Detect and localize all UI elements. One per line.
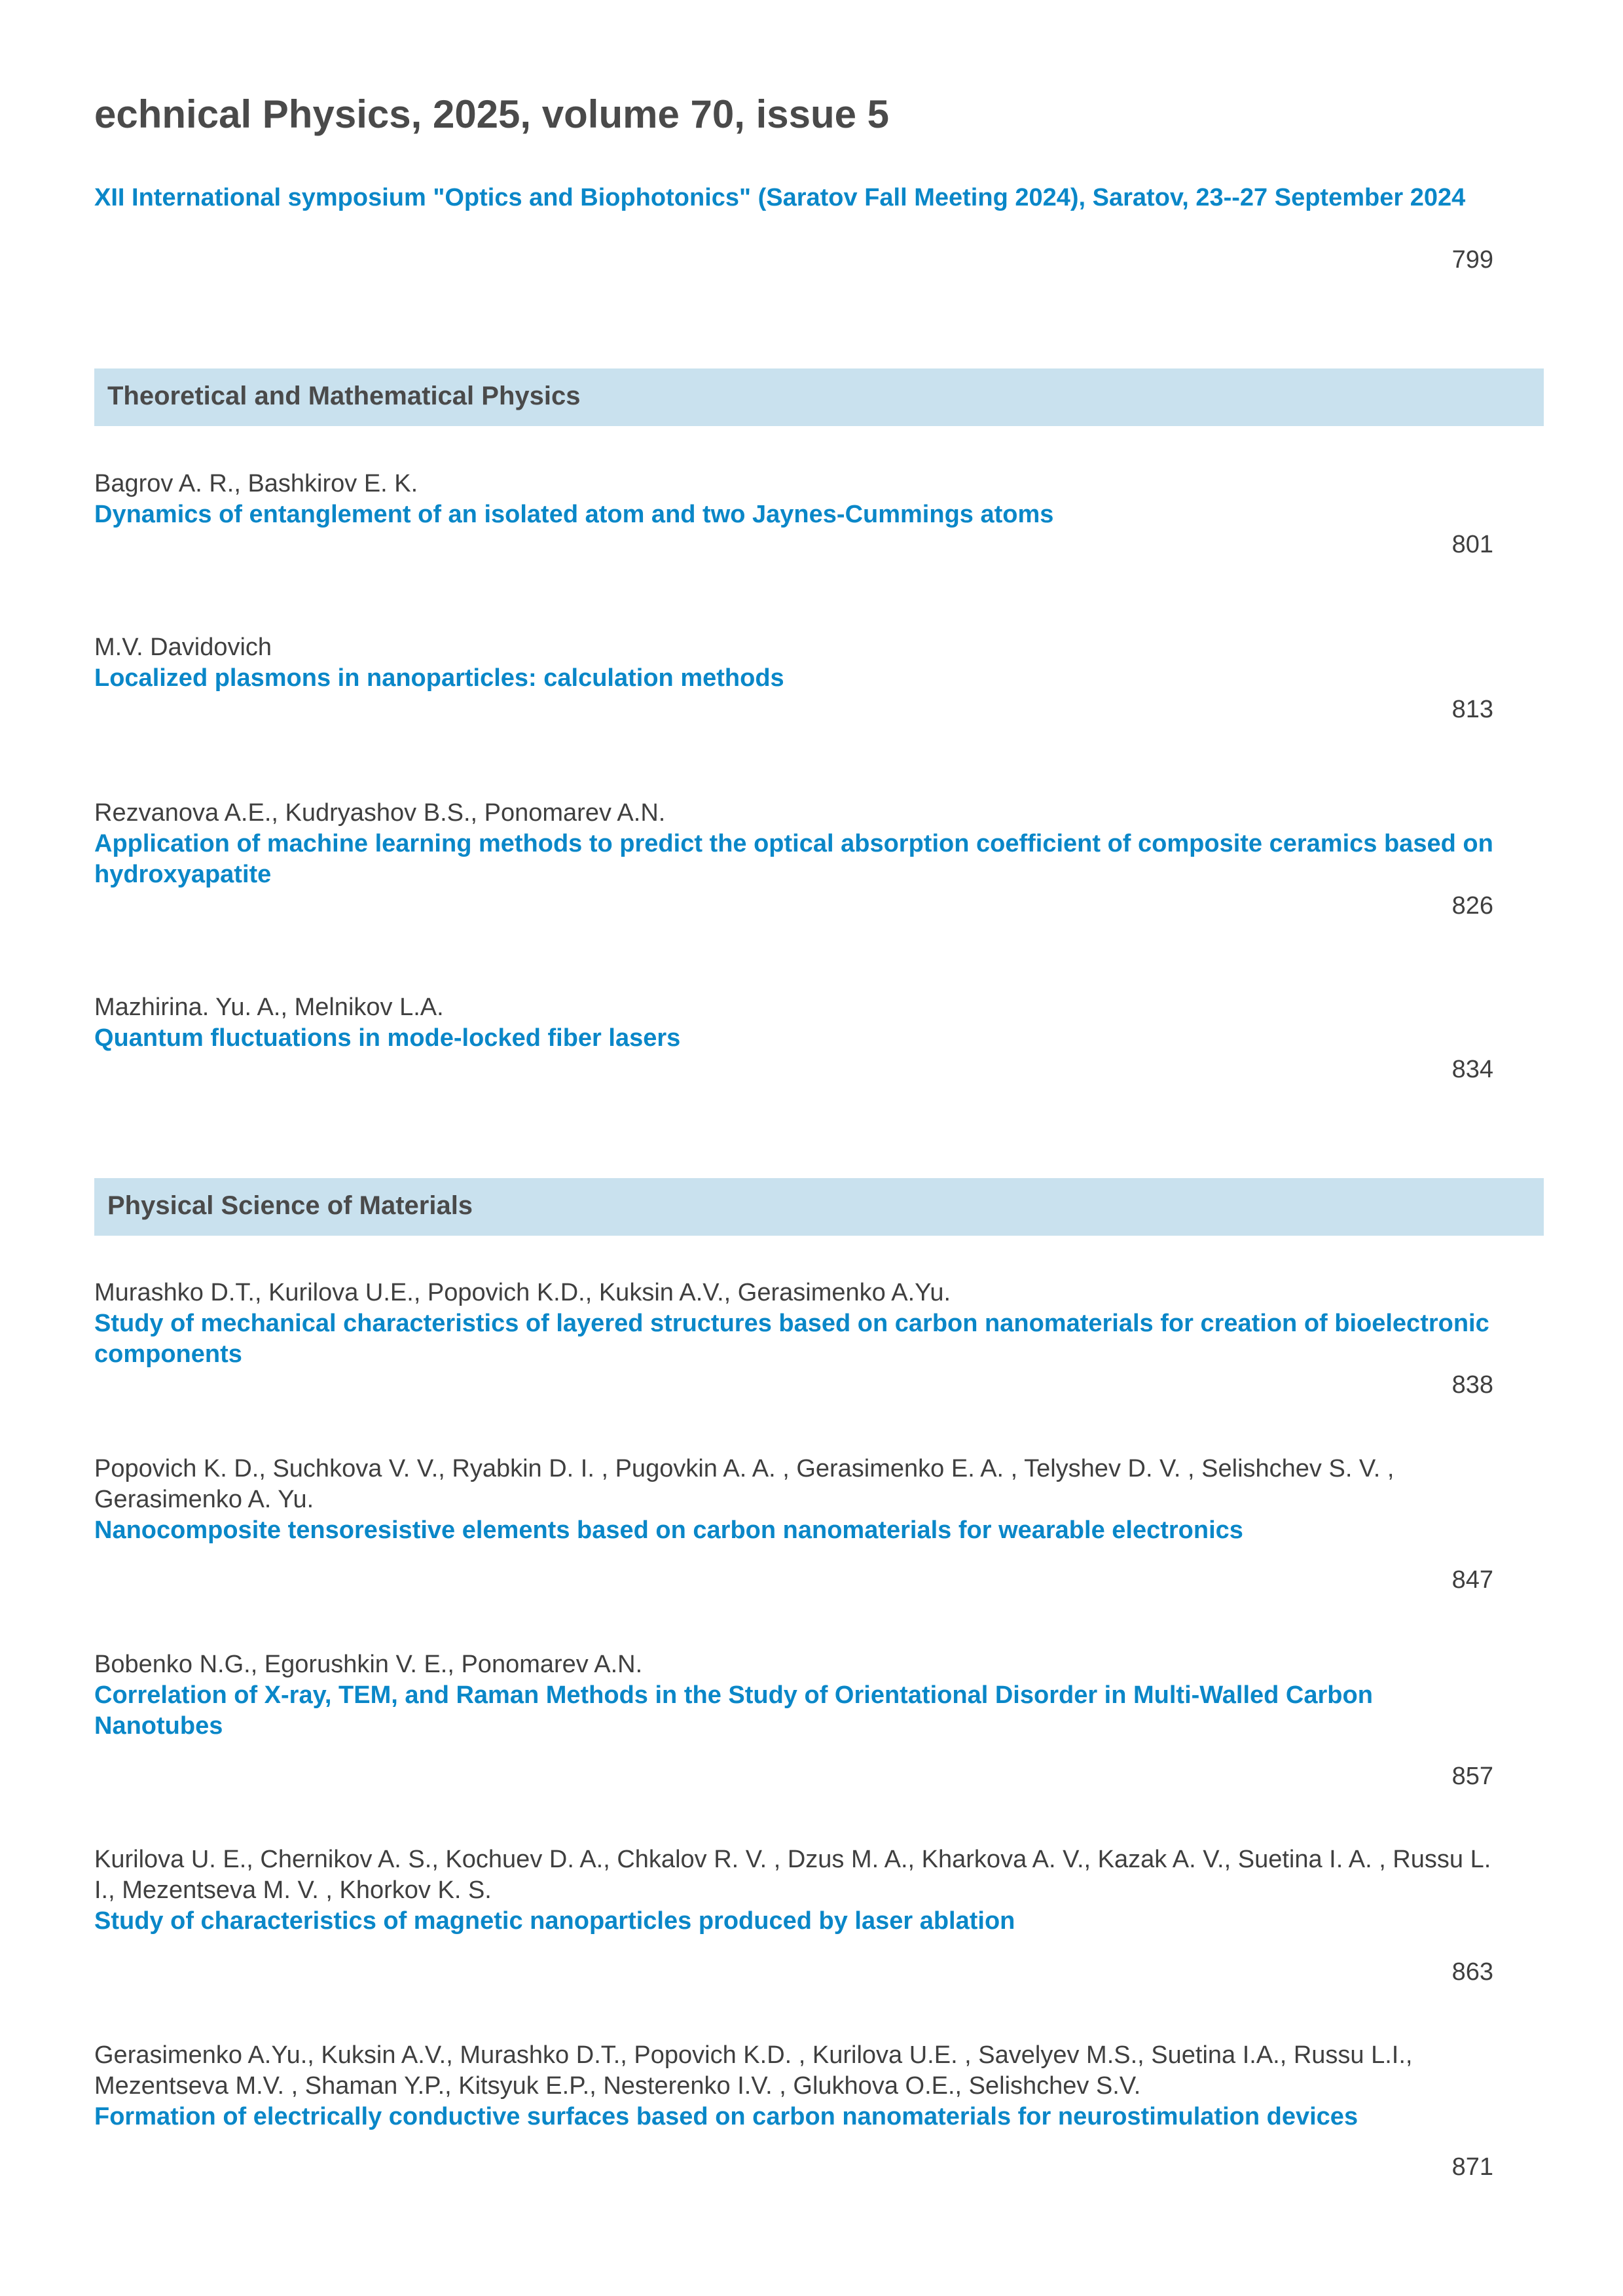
page-number: 801 [1451, 531, 1493, 558]
page-number: 871 [1451, 2153, 1493, 2181]
toc-entry [94, 632, 1502, 694]
toc-entry [94, 2040, 1502, 2132]
section-header [94, 1178, 1544, 1236]
page-number: 863 [1451, 1958, 1493, 1986]
article-title-link[interactable]: Quantum fluctuations in mode-locked fiber lasers [94, 1024, 681, 1052]
page-number: 847 [1451, 1566, 1493, 1594]
page-number: 834 [1451, 1056, 1493, 1083]
article-title-link[interactable]: XII International symposium "Optics and Biophotonics" (Saratov Fall Meeting 2024), Saratov, 23--27 September 2024 [94, 184, 1466, 211]
article-title-link[interactable]: Localized plasmons in nanoparticles: calculation methods [94, 664, 784, 692]
article-authors: Gerasimenko A.Yu., Kuksin A.V., Murashko D.T., Popovich K.D. , Kurilova U.E. , Savelyev M.S., Suetina I.A., Russu L.I., Mezentseva M.V. , Shaman Y.P., Kitsyuk E.P., Nesterenko I.V. , Glukhova O.E., Selishchev S.V. [94, 2041, 1413, 2100]
article-authors: Bobenko N.G., Egorushkin V. E., Ponomarev A.N. [94, 1651, 643, 1678]
toc-entry [94, 798, 1502, 890]
article-authors: Bagrov A. R., Bashkirov E. K. [94, 470, 418, 497]
article-title-link[interactable]: Dynamics of entanglement of an isolated atom and two Jaynes-Cummings atoms [94, 501, 1054, 528]
article-authors: Mazhirina. Yu. A., Melnikov L.A. [94, 994, 444, 1021]
article-title-link[interactable]: Formation of electrically conductive surfaces based on carbon nanomaterials for neurostimulation devices [94, 2103, 1359, 2130]
section-label: Theoretical and Mathematical Physics [107, 382, 581, 410]
toc-entry [94, 1649, 1502, 1742]
toc-entry [94, 992, 1502, 1054]
article-authors: Rezvanova A.E., Kudryashov B.S., Ponomarev A.N. [94, 799, 666, 827]
article-title-link[interactable]: Correlation of X-ray, TEM, and Raman Methods in the Study of Orientational Disorder in Multi-Walled Carbon Nanotubes [94, 1681, 1373, 1740]
article-title-link[interactable]: Study of mechanical characteristics of layered structures based on carbon nanomaterials for creation of bioelectronic components [94, 1310, 1489, 1368]
toc-entry [94, 1278, 1502, 1370]
page-number: 838 [1451, 1371, 1493, 1399]
section-header [94, 368, 1544, 426]
article-authors: Popovich K. D., Suchkova V. V., Ryabkin D. I. , Pugovkin A. A. , Gerasimenko E. A. , Telyshev D. V. , Selishchev S. V. , Gerasimenko A. Yu. [94, 1455, 1395, 1513]
page-number: 857 [1451, 1763, 1493, 1790]
article-title-link[interactable]: Study of characteristics of magnetic nanoparticles produced by laser ablation [94, 1907, 1015, 1935]
article-authors: Murashko D.T., Kurilova U.E., Popovich K.D., Kuksin A.V., Gerasimenko A.Yu. [94, 1279, 951, 1306]
toc-entry [94, 1844, 1502, 1937]
page-number: 826 [1451, 892, 1493, 920]
article-title-link[interactable]: Nanocomposite tensoresistive elements based on carbon nanomaterials for wearable electronics [94, 1516, 1243, 1544]
article-title-link[interactable]: Application of machine learning methods to predict the optical absorption coefficient of composite ceramics based on hydroxyapatite [94, 830, 1493, 888]
page-number: 799 [1451, 246, 1493, 274]
page-number: 813 [1451, 696, 1493, 723]
section-label: Physical Science of Materials [107, 1191, 473, 1220]
intro-entry [94, 183, 1502, 213]
journal-issue-title: echnical Physics, 2025, volume 70, issue 5 [94, 92, 890, 136]
article-authors: Kurilova U. E., Chernikov A. S., Kochuev D. A., Chkalov R. V. , Dzus M. A., Kharkova A. V., Kazak A. V., Suetina I. A. , Russu L. I., Mezentseva M. V. , Khorkov K. S. [94, 1846, 1491, 1904]
toc-entry [94, 1454, 1502, 1546]
toc-entry [94, 469, 1502, 530]
article-authors: M.V. Davidovich [94, 634, 272, 661]
